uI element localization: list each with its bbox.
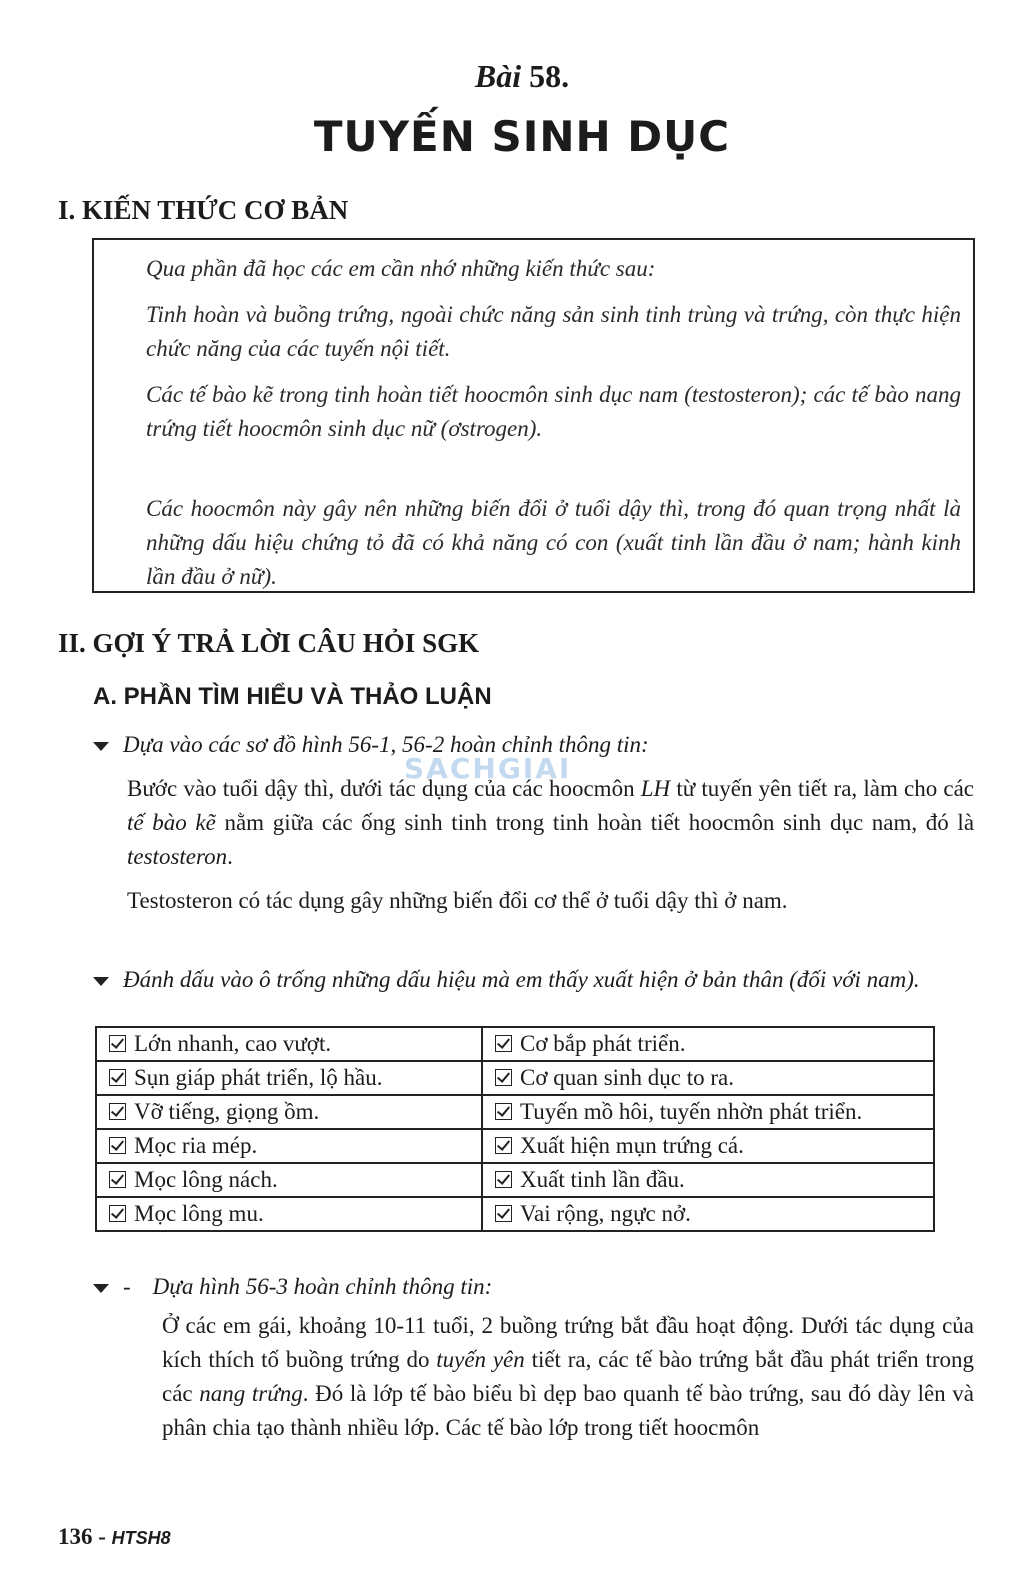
answer-1-para-1: Bước vào tuổi dậy thì, dưới tác dụng của các hoocmôn LH từ tuyến yên tiết ra, làm cho các tế bào kẽ nằm giữa các ống sinh tinh trong tinh hoàn tiết hoocmôn sinh dục nam, đó là testosteron.: [127, 776, 975, 869]
checklist-label: Sụn giáp phát triển, lộ hầu.: [134, 1065, 383, 1090]
checklist-label: Mọc ria mép.: [134, 1133, 258, 1158]
triangle-bullet-icon: [93, 1284, 109, 1293]
lesson-number-value: 58.: [529, 58, 570, 94]
checklist-cell: [482, 1163, 934, 1197]
checked-box-icon: [109, 1171, 126, 1188]
checklist-label: Cơ bắp phát triển.: [520, 1031, 686, 1056]
checklist-cell: [96, 1061, 482, 1095]
page-footer: [58, 1524, 171, 1550]
checklist-cell: [96, 1027, 482, 1061]
box-para-1: Tinh hoàn và buồng trứng, ngoài chức năng sản sinh tinh trùng và trứng, còn thực hiện chức năng của các tuyến nội tiết.: [146, 302, 961, 361]
lesson-title: TUYẾN SINH DỤC: [313, 112, 731, 161]
question-1-text: Dựa vào các sơ đồ hình 56-1, 56-2 hoàn chỉnh thông tin:: [123, 732, 649, 757]
checked-box-icon: [495, 1205, 512, 1222]
checked-box-icon: [109, 1137, 126, 1154]
checklist-label: Lớn nhanh, cao vượt.: [134, 1031, 332, 1056]
checklist-label: Vỡ tiếng, giọng ồm.: [134, 1099, 320, 1124]
signs-checklist-table: [95, 1026, 935, 1232]
box-para-2: Các tế bào kẽ trong tinh hoàn tiết hoocmôn sinh dục nam (testosteron); các tế bào nang trứng tiết hoocmôn sinh dục nữ (ơstrogen).: [146, 382, 961, 441]
checklist-cell: [96, 1197, 482, 1231]
table-row: [96, 1163, 934, 1197]
answer-1-para-2: Testosteron có tác dụng gây những biến đổi cơ thể ở tuổi dậy thì ở nam.: [127, 888, 788, 913]
checklist-cell: [482, 1061, 934, 1095]
lesson-label: Bài: [474, 58, 522, 94]
checklist-label: Xuất hiện mụn trứng cá.: [520, 1133, 744, 1158]
checklist-label: Tuyến mồ hôi, tuyến nhờn phát triển.: [520, 1099, 863, 1124]
section-2-heading: II. GỢI Ý TRẢ LỜI CÂU HỎI SGK: [58, 628, 480, 658]
checklist-label: Vai rộng, ngực nở.: [520, 1201, 691, 1226]
checklist-label: Mọc lông nách.: [134, 1167, 278, 1192]
table-row: [96, 1095, 934, 1129]
table-row: [96, 1197, 934, 1231]
page-number: 136 -: [58, 1524, 106, 1549]
checklist-cell: [482, 1095, 934, 1129]
checklist-cell: [482, 1129, 934, 1163]
checked-box-icon: [495, 1171, 512, 1188]
knowledge-box: [92, 238, 975, 593]
checked-box-icon: [495, 1137, 512, 1154]
checked-box-icon: [495, 1069, 512, 1086]
triangle-bullet-icon: [93, 977, 109, 986]
checked-box-icon: [495, 1035, 512, 1052]
checked-box-icon: [109, 1069, 126, 1086]
question-3-text: Dựa hình 56-3 hoàn chỉnh thông tin:: [152, 1274, 493, 1299]
checklist-cell: [482, 1197, 934, 1231]
checklist-cell: [96, 1129, 482, 1163]
question-2: [93, 963, 974, 997]
checklist-cell: [96, 1095, 482, 1129]
triangle-bullet-icon: [93, 742, 109, 751]
checklist-label: Cơ quan sinh dục to ra.: [520, 1065, 735, 1090]
box-para-3: Các hoocmôn này gây nên những biến đổi ở tuổi dậy thì, trong đó quan trọng nhất là những dấu hiệu chứng tỏ đã có khả năng có con (xuất tinh lần đầu ở nam; hành kinh lần đầu ở nữ).: [146, 496, 961, 589]
section-1-heading: I. KIẾN THỨC CƠ BẢN: [58, 195, 349, 225]
checklist-label: Xuất tinh lần đầu.: [520, 1167, 685, 1192]
table-row: [96, 1061, 934, 1095]
subsection-a-heading: A. PHẦN TÌM HIỂU VÀ THẢO LUẬN: [93, 683, 492, 710]
watermark: SACHGIAI: [404, 752, 572, 785]
checked-box-icon: [109, 1205, 126, 1222]
checklist-label: Mọc lông mu.: [134, 1201, 264, 1226]
checked-box-icon: [495, 1103, 512, 1120]
table-row: [96, 1027, 934, 1061]
checked-box-icon: [109, 1035, 126, 1052]
question-3-dash: -: [123, 1274, 131, 1299]
table-row: [96, 1129, 934, 1163]
box-intro: Qua phần đã học các em cần nhớ những kiến thức sau:: [146, 256, 656, 281]
checklist-cell: [96, 1163, 482, 1197]
question-3: [93, 1270, 974, 1304]
question-2-text: Đánh dấu vào ô trống những dấu hiệu mà em thấy xuất hiện ở bản thân (đối với nam).: [123, 967, 920, 992]
lesson-number: [0, 58, 1024, 95]
answer-3-para: Ở các em gái, khoảng 10-11 tuổi, 2 buồng trứng bắt đầu hoạt động. Dưới tác dụng của kích thích tố buồng trứng do tuyến yên tiết ra, các tế bào trứng bắt đầu phát triển trong các nang trứng. Đó là lớp tế bào biểu bì dẹp bao quanh tế bào trứng, sau đó dày lên và phân chia tạo thành nhiều lớp. Các tế bào lớp trong tiết hoocmôn: [162, 1313, 975, 1440]
checked-box-icon: [109, 1103, 126, 1120]
book-code: HTSH8: [111, 1528, 171, 1548]
checklist-cell: [482, 1027, 934, 1061]
